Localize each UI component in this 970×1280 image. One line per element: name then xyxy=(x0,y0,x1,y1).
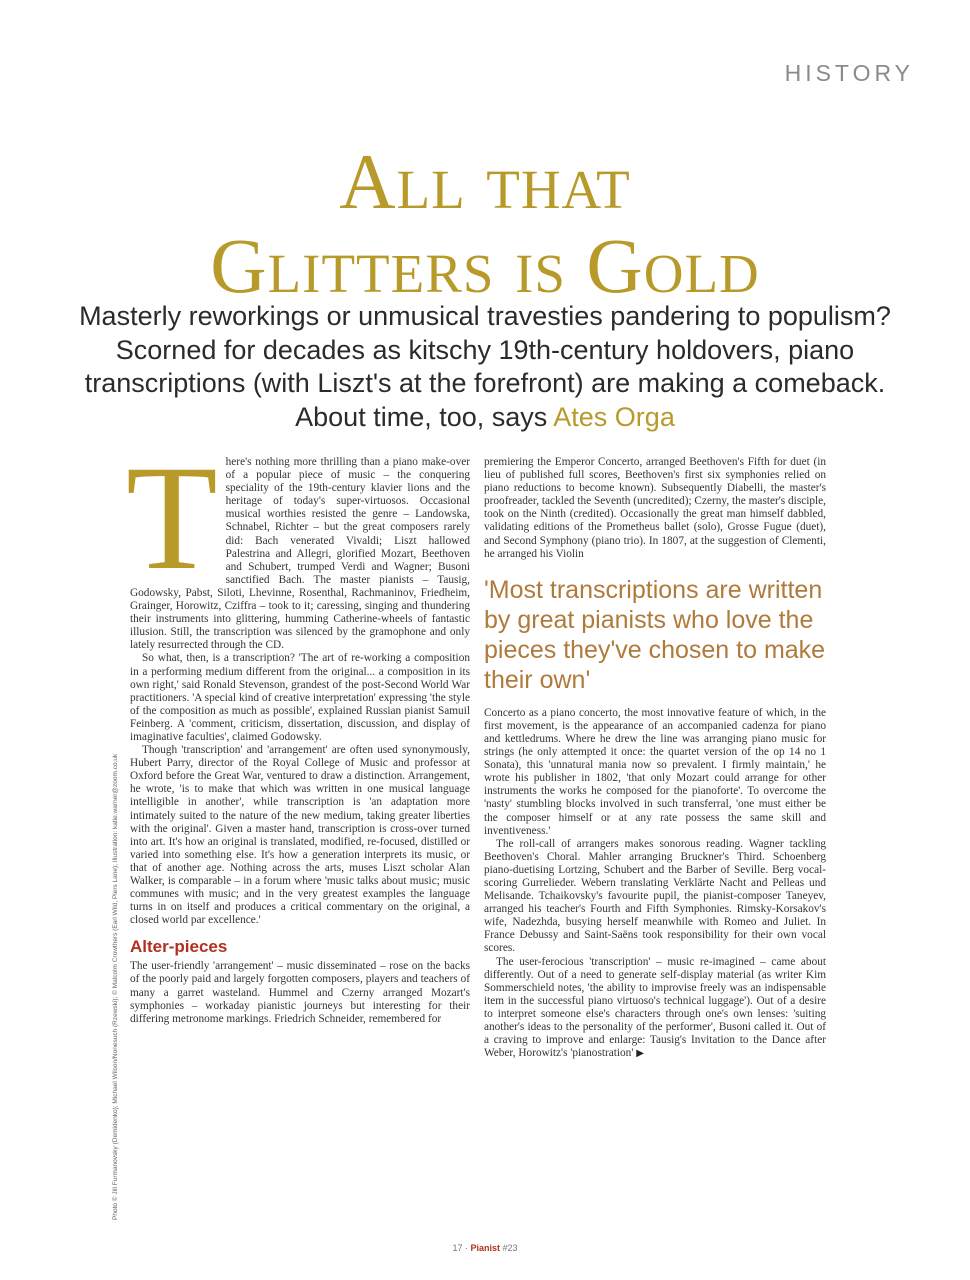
left-column xyxy=(126,435,470,1026)
body-paragraph: Concerto as a piano concerto, the most innovative feature of which, in the first movement, is the appearance of an accompanied cadenza for piano and kettledrums. Where he drew the line was arranging piano music for strings (he only attempted it once: the quartet version of the op 14 no 1 Sonata), this 'unnatural mania now so prevalent. I firmly maintain,' he wrote his publisher in 1802, 'that only Mozart could arrange for other instruments the works he composed for the pianoforte'. To overcome the 'nasty' stumbling blocks involved in such transferral, 'one must either be the composer himself or at any rate possess the same skill and inventiveness.' xyxy=(484,706,826,837)
body-paragraph: here's nothing more thrilling than a piano make-over of a popular piece of music – the conquering speciality of the 19th-century klavier lions and the heritage of today's super-virtuosos. Occasional musical worthies resisted the genre – Landowska, Schnabel, Richter – but the great composers rarely did: Bach venerated Vivaldi; Liszt hallowed Palestrina and Allegri, glorified Mozart, Beethoven and Schubert, trumped Verdi and Wagner; Busoni sanctified Bach. The master pianists – Tausig, Godowsky, Pabst, Siloti, Lhevinne, Rosenthal, Rachmaninov, Friedheim, Grainger, Horowitz, Cziffra – took to it; caressing, singing and thundering their instruments into glittering, humming Catherine-wheels of fantastic illusion. Still, the transcription was silenced by the gramophone and only lately resurrected through the CD. xyxy=(130,456,470,652)
drop-cap: T xyxy=(126,435,218,601)
pull-quote: 'Most transcriptions are written by great pianists who love the pieces they've chosen to make their own' xyxy=(484,575,826,694)
body-paragraph: The user-ferocious 'transcription' – music re-imagined – came about differently. Out of a need to generate self-display material (as writer Kim Sommerschield notes, 'the ability to improvise freely was an indispensable item in the successful piano virtuoso's technical luggage'). Out of a desire to interpret someone else's characters through one's own lenses: 'suiting another's ideas to the personality of the performer', Busoni called it. Out of a craving to improve and enlarge: Tausig's Invitation to the Dance after Weber, Horowitz's 'pianostration' ▶ xyxy=(484,955,826,1060)
body-paragraph: Though 'transcription' and 'arrangement' are often used synonymously, Hubert Parry, director of the Royal College of Music and professor at Oxford before the Great War, ventured to draw a distinction. Arrangement, he wrote, 'is to make that which was written in one musical language intelligible in another', while transcription is 'an adaptation more intimately suited to the nature of the new medium, taking greater liberties with the original'. Given a master hand, transcription is cross-over turned into art. It's how an original is translated, modified, re-focused, distilled or varied into something else. It's how a generation interprets its music, or that of another age. Nothing across the arts, muses Liszt scholar Alan Walker, is comparable – in a forum where 'music talks about music; music communes with music; and in the very greatest examples the language turns in on itself and produces a critical commentary on the original, a closed world par excellence.' xyxy=(130,744,470,927)
page-footer: 17 · Pianist #23 xyxy=(452,1243,518,1253)
author-name: Ates Orga xyxy=(553,401,675,432)
title-line-1: All that xyxy=(339,138,631,225)
article-title xyxy=(0,140,970,308)
body-paragraph: premiering the Emperor Concerto, arranged Beethoven's Fifth for duet (in lieu of published full scores, Beethoven's first six symphonies relied on piano reductions to become known). Subsequently Diabelli, the master's proofreader, tackled the Seventh (uncredited); Czerny, the master's disciple, took on the Ninth (credited). Occasionally the great man himself dabbled, validating editions of the Prometheus ballet (solo), Grosse Fugue (duet), and Second Symphony (piano trio). In 1807, at the suggestion of Clementi, he arranged his Violin xyxy=(484,456,826,560)
page-number: 17 xyxy=(452,1243,463,1253)
body-paragraph: The user-friendly 'arrangement' – music disseminated – rose on the backs of the poorly paid and largely forgotten composers, players and teachers of many a garret wasteland. Hummel and Czerny arranged Mozart's symphonies – workaday pianistic journeys but interesting for their differing metronome markings. Friedrich Schneider, remembered for xyxy=(130,960,470,1025)
standfirst xyxy=(60,300,910,434)
section-label: HISTORY xyxy=(784,60,914,86)
photo-credits: Photo © Jill Furmanovsky (Demidenko); Michael Wilson/Nonesuch (Rzewski); © Malcolm Crowthers (Earl Wild, Piers Lane); Illustration: katie.warner@zoom.co.uk xyxy=(112,753,119,1220)
right-column xyxy=(484,456,826,1060)
title-line-2: Glitters is Gold xyxy=(210,222,760,309)
continue-arrow-icon: ▶ xyxy=(636,1048,644,1060)
issue-number: #23 xyxy=(502,1243,518,1253)
body-paragraph: So what, then, is a transcription? 'The art of re-working a composition in a performing medium different from the original... a composition in its own right,' said Ronald Stevenson, grandest of the post-Second World War practitioners. 'A special kind of creative interpretation' expressing 'the style of the composition as much as possible', explained Russian pianist Samuil Feinberg. A 'comment, criticism, dissertation, discussion, and display of imaginative faculties', claimed Godowsky. xyxy=(130,652,470,743)
body-paragraph: The roll-call of arrangers makes sonorous reading. Wagner tackling Beethoven's Choral. Mahler arranging Bruckner's Third. Schoenberg piano-duetising Lortzing, Schubert and the Barber of Seville. Berg vocal-scoring Gurrelieder. Webern translating Verklärte Nacht and Pelleas und Melisande. Tchaikovsky's favourite pupil, the pianist-composer Taneyev, arranged his teacher's Fourth and Fifth Symphonies. Rimsky-Korsakov's wife, Nadezhda, busying herself meanwhile with Romeo and Juliet. In France Debussy and Saint-Saëns took responsibility for their own vocal scores. xyxy=(484,837,826,955)
magazine-name: Pianist xyxy=(470,1243,500,1253)
standfirst-text: Masterly reworkings or unmusical travesties pandering to populism? Scorned for decades as kitschy 19th-century holdovers, piano transcriptions (with Liszt's at the forefront) are making a comeback. About time, too, says xyxy=(79,301,891,432)
subheading: Alter-pieces xyxy=(130,937,228,957)
